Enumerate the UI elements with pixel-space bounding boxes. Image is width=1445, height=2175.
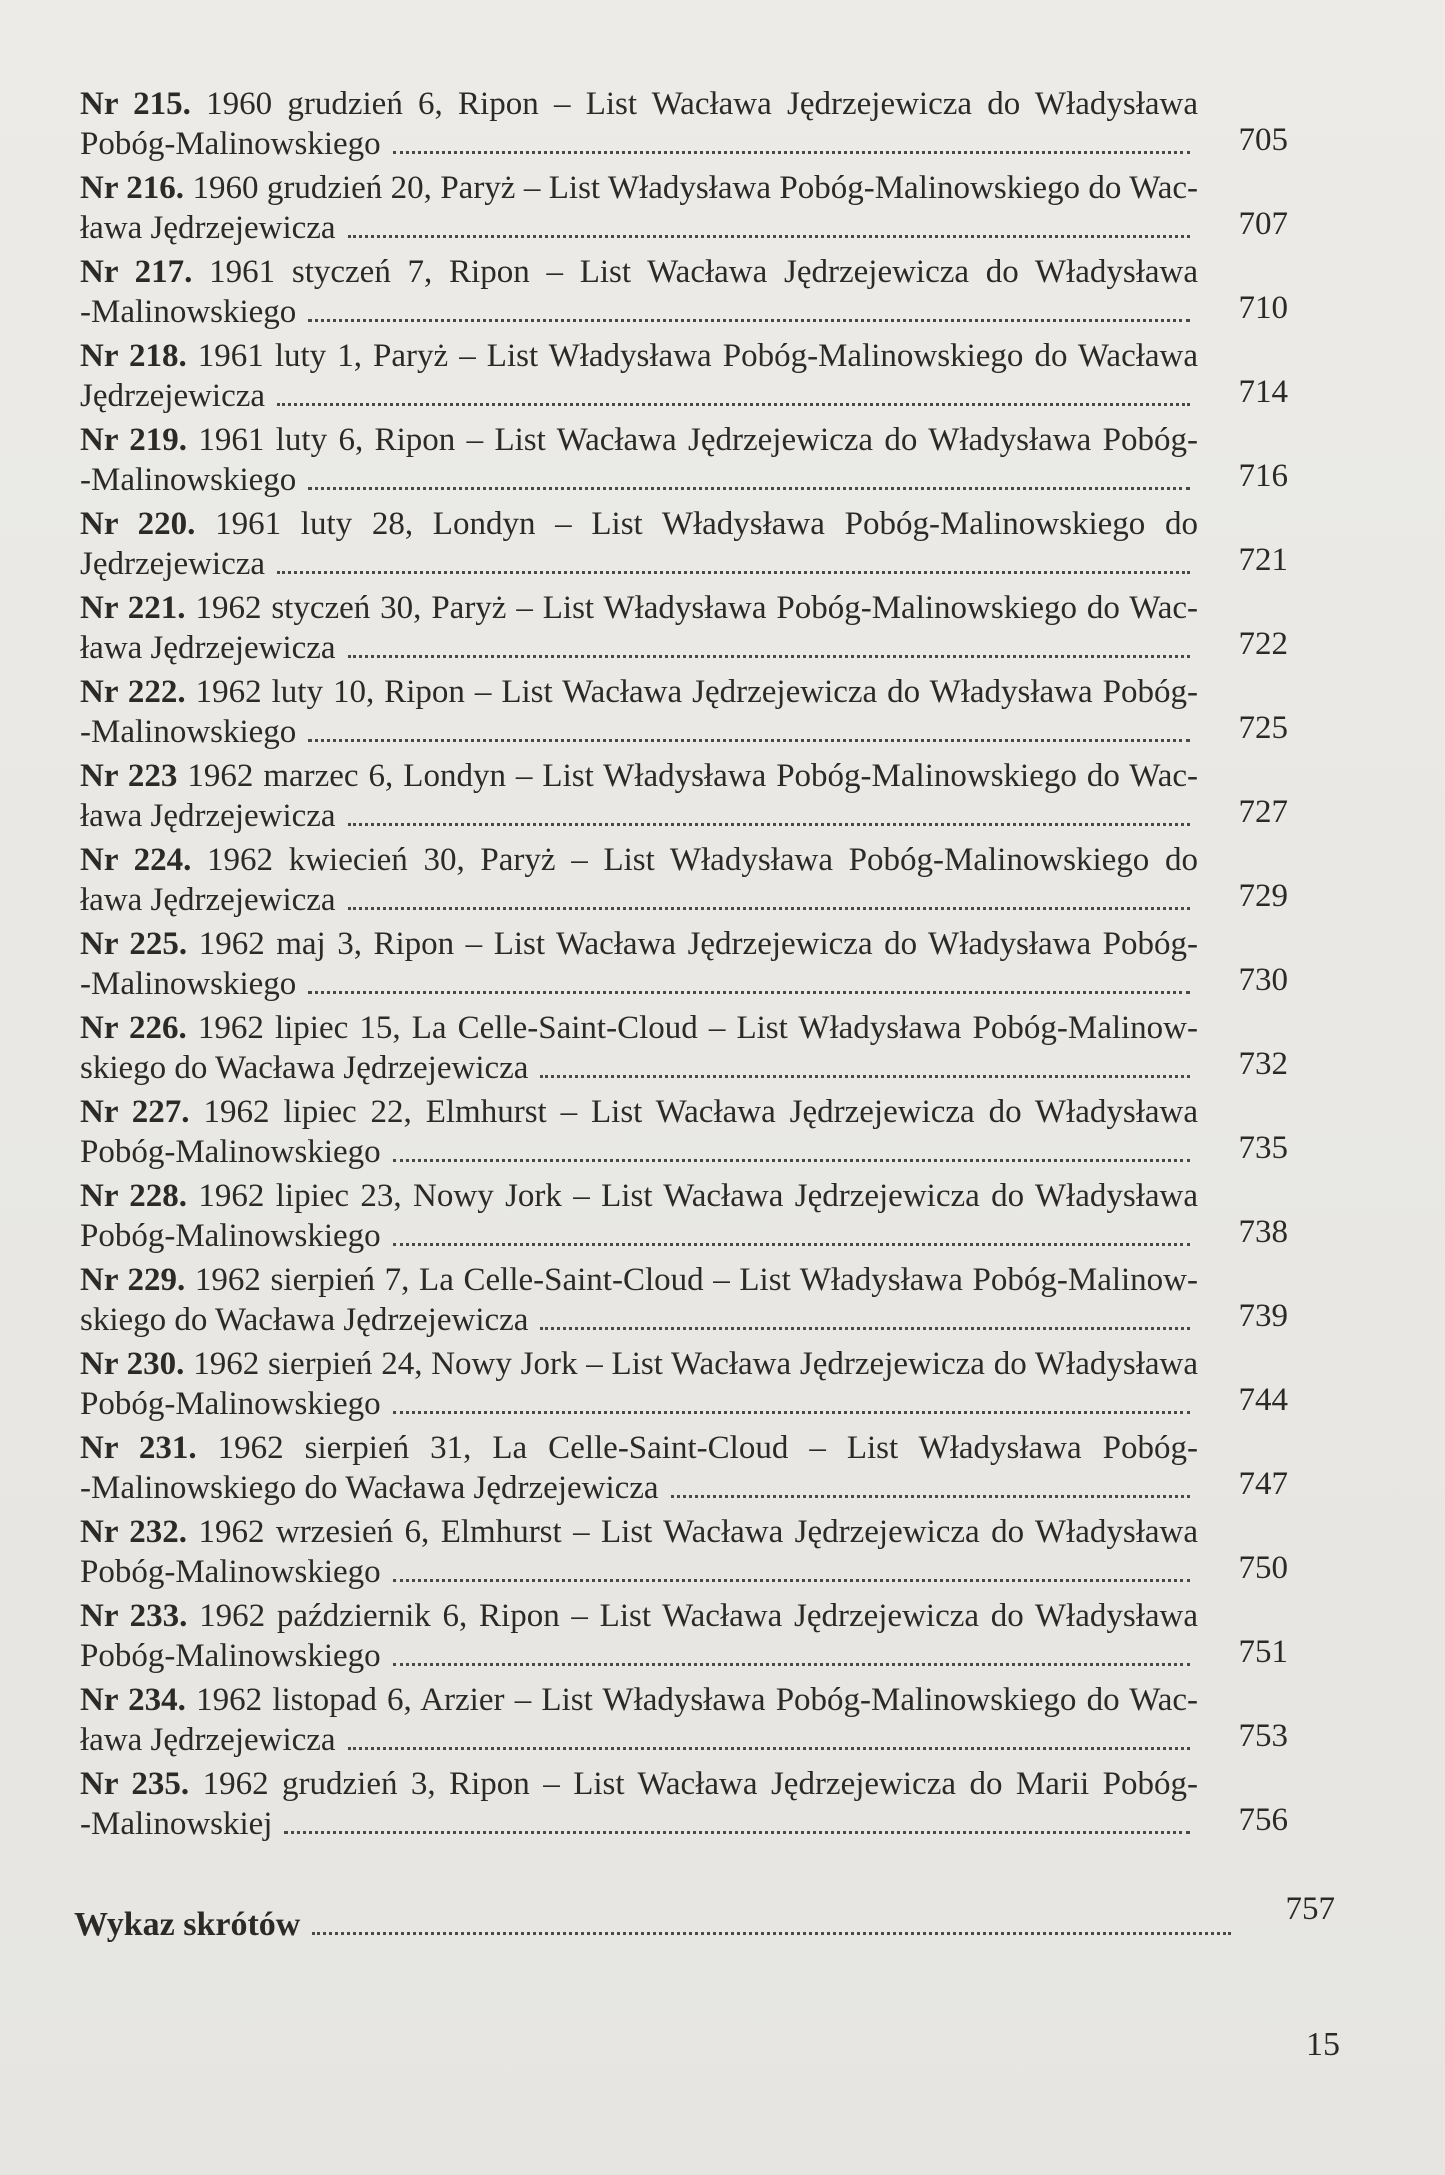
dot-leader: [540, 1075, 1190, 1078]
dot-leader: [277, 403, 1190, 406]
toc-entry: [80, 1680, 1288, 1760]
toc-entry: [80, 588, 1288, 668]
toc-entry: [80, 1344, 1288, 1424]
dot-leader: [540, 1327, 1190, 1330]
dot-leader: [284, 1831, 1190, 1834]
toc-entry: [80, 420, 1288, 500]
entry-title-line2: ława Jędrzejewicza: [80, 882, 336, 918]
entry-number: Nr 229.: [80, 1262, 186, 1298]
dot-leader: [393, 1579, 1190, 1582]
entry-title-line2: Pobóg-Malinowskiego: [80, 1638, 381, 1674]
dot-leader: [671, 1495, 1190, 1498]
entry-title-line1: 1962 luty 10, Ripon – List Wacława Jędrzejewicza do Władysława Pobóg-: [195, 674, 1198, 710]
toc-entry: [80, 1092, 1288, 1172]
entry-title-line1: 1962 październik 6, Ripon – List Wacława Jędrzejewicza do Władysława: [199, 1598, 1198, 1634]
toc-entry: [80, 84, 1288, 164]
dot-leader: [348, 655, 1190, 658]
entry-title-line1: 1962 listopad 6, Arzier – List Władysława Pobóg-Malinowskiego do Wac-: [196, 1682, 1198, 1718]
entry-title-line2: Pobóg-Malinowskiego: [80, 126, 381, 162]
page-number: 735: [1238, 1130, 1288, 1166]
page-number: 756: [1238, 1802, 1288, 1838]
page-number: 716: [1238, 458, 1288, 494]
dot-leader: [393, 1243, 1190, 1246]
entry-title-line2: ława Jędrzejewicza: [80, 210, 336, 246]
toc-entry: [80, 1764, 1288, 1844]
page-number: 730: [1238, 962, 1288, 998]
toc-entry: [80, 756, 1288, 836]
entry-title-line2: ława Jędrzejewicza: [80, 630, 336, 666]
entry-title-line2: ława Jędrzejewicza: [80, 1722, 336, 1758]
toc-entry: [80, 672, 1288, 752]
toc-entry: [80, 840, 1288, 920]
entry-number: Nr 223: [80, 758, 178, 794]
entry-title-line2: -Malinowskiego: [80, 462, 297, 498]
entry-number: Nr 226.: [80, 1010, 187, 1046]
toc-entry: [80, 1428, 1288, 1508]
entry-title-line2: -Malinowskiego: [80, 294, 297, 330]
entry-title-line2: Pobóg-Malinowskiego: [80, 1386, 381, 1422]
dot-leader: [348, 1747, 1190, 1750]
entry-title-line1: 1962 kwiecień 30, Paryż – List Władysława Pobóg-Malinowskiego do: [207, 842, 1198, 878]
entry-number: Nr 224.: [80, 842, 192, 878]
page-number: 729: [1238, 878, 1288, 914]
dot-leader: [312, 1932, 1231, 1935]
dot-leader: [308, 991, 1190, 994]
entry-title-line1: 1960 grudzień 20, Paryż – List Władysława Pobóg-Malinowskiego do Wac-: [192, 170, 1198, 206]
dot-leader: [277, 571, 1190, 574]
entry-title-line1: 1962 styczeń 30, Paryż – List Władysława Pobóg-Malinowskiego do Wac-: [195, 590, 1198, 626]
toc-entry: [80, 504, 1288, 584]
page-number: 722: [1238, 626, 1288, 662]
entry-number: Nr 228.: [80, 1178, 188, 1214]
entry-title-line1: 1962 sierpień 24, Nowy Jork – List Wacława Jędrzejewicza do Władysława: [193, 1346, 1198, 1382]
folio-number: 15: [1306, 2026, 1340, 2063]
dot-leader: [393, 1411, 1190, 1414]
entry-title-line1: 1962 sierpień 31, La Celle-Saint-Cloud – List Władysława Pobóg-: [217, 1430, 1198, 1466]
page-number: 757: [1285, 1891, 1335, 1927]
entry-number: Nr 231.: [80, 1430, 197, 1466]
entry-title-line1: 1962 lipiec 15, La Celle-Saint-Cloud – List Władysława Pobóg-Malinow-: [197, 1010, 1198, 1046]
toc-entry: [80, 1260, 1288, 1340]
toc-entry: [80, 252, 1288, 332]
entry-title-line1: 1960 grudzień 6, Ripon – List Wacława Jędrzejewicza do Władysława: [206, 86, 1198, 122]
entry-title-line2: Pobóg-Malinowskiego: [80, 1134, 381, 1170]
toc-entry-abbreviations: [74, 1891, 1335, 1945]
entry-number: Nr 230.: [80, 1346, 185, 1382]
entry-number: Nr 216.: [80, 170, 185, 206]
entry-number: Nr 222.: [80, 674, 186, 710]
entry-number: Nr 221.: [80, 590, 186, 626]
entry-number: Nr 235.: [80, 1766, 190, 1802]
entry-title: Wykaz skrótów: [74, 1906, 301, 1943]
entry-number: Nr 219.: [80, 422, 187, 458]
page-number: 747: [1238, 1466, 1288, 1502]
entry-title-line1: 1962 lipiec 22, Elmhurst – List Wacława Jędrzejewicza do Władysława: [203, 1094, 1198, 1130]
entry-title-line2: skiego do Wacława Jędrzejewicza: [80, 1302, 529, 1338]
entry-title-line2: Pobóg-Malinowskiego: [80, 1554, 381, 1590]
entry-number: Nr 215.: [80, 86, 191, 122]
page-number: 739: [1238, 1298, 1288, 1334]
toc-entry: [80, 1008, 1288, 1088]
entry-number: Nr 233.: [80, 1598, 188, 1634]
dot-leader: [393, 151, 1190, 154]
page-number: 738: [1238, 1214, 1288, 1250]
page-number: 705: [1238, 122, 1288, 158]
entry-title-line2: -Malinowskiego: [80, 966, 297, 1002]
entry-number: Nr 225.: [80, 926, 188, 962]
entry-number: Nr 220.: [80, 506, 196, 542]
dot-leader: [348, 823, 1190, 826]
entry-title-line1: 1961 luty 1, Paryż – List Władysława Pobóg-Malinowskiego do Wacława: [197, 338, 1198, 374]
entry-title-line2: Pobóg-Malinowskiego: [80, 1218, 381, 1254]
page-number: 710: [1238, 290, 1288, 326]
entry-title-line1: 1961 luty 6, Ripon – List Wacława Jędrzejewicza do Władysława Pobóg-: [198, 422, 1198, 458]
toc-entry: [80, 1176, 1288, 1256]
dot-leader: [348, 907, 1190, 910]
dot-leader: [308, 319, 1190, 322]
page-number: 751: [1238, 1634, 1288, 1670]
entry-number: Nr 234.: [80, 1682, 186, 1718]
entry-title-line1: 1962 wrzesień 6, Elmhurst – List Wacława Jędrzejewicza do Władysława: [198, 1514, 1198, 1550]
entry-title-line1: 1962 lipiec 23, Nowy Jork – List Wacława Jędrzejewicza do Władysława: [198, 1178, 1198, 1214]
entry-title-line2: -Malinowskiego: [80, 714, 297, 750]
page-number: 750: [1238, 1550, 1288, 1586]
page-number: 725: [1238, 710, 1288, 746]
page-number: 732: [1238, 1046, 1288, 1082]
entry-title-line2: -Malinowskiej: [80, 1806, 273, 1842]
entry-title-line1: 1961 styczeń 7, Ripon – List Wacława Jędrzejewicza do Władysława: [209, 254, 1198, 290]
dot-leader: [308, 739, 1190, 742]
entry-title-line2: Jędrzejewicza: [80, 546, 266, 582]
entry-number: Nr 227.: [80, 1094, 190, 1130]
page-number: 744: [1238, 1382, 1288, 1418]
dot-leader: [308, 487, 1190, 490]
page-number: 721: [1238, 542, 1288, 578]
dot-leader: [393, 1159, 1190, 1162]
entry-title-line1: 1962 sierpień 7, La Celle-Saint-Cloud – List Władysława Pobóg-Malinow-: [194, 1262, 1198, 1298]
entry-title-line2: skiego do Wacława Jędrzejewicza: [80, 1050, 529, 1086]
toc-entry: [80, 924, 1288, 1004]
page-number: 707: [1238, 206, 1288, 242]
entry-title-line2: ława Jędrzejewicza: [80, 798, 336, 834]
entry-title-line1: 1961 luty 28, Londyn – List Władysława Pobóg-Malinowskiego do: [215, 506, 1198, 542]
toc-entry: [80, 1512, 1288, 1592]
toc-entry: [80, 168, 1288, 248]
entry-number: Nr 232.: [80, 1514, 188, 1550]
page-number: 714: [1238, 374, 1288, 410]
toc-entry: [80, 1596, 1288, 1676]
entry-title-line1: 1962 marzec 6, Londyn – List Władysława Pobóg-Malinowskiego do Wac-: [187, 758, 1198, 794]
toc-entry: [80, 336, 1288, 416]
entry-title-line2: Jędrzejewicza: [80, 378, 266, 414]
dot-leader: [393, 1663, 1190, 1666]
entry-title-line1: 1962 maj 3, Ripon – List Wacława Jędrzejewicza do Władysława Pobóg-: [198, 926, 1198, 962]
page-number: 753: [1238, 1718, 1288, 1754]
entry-number: Nr 217.: [80, 254, 193, 290]
table-of-contents: [80, 84, 1345, 1848]
page-number: 727: [1238, 794, 1288, 830]
entry-title-line2: -Malinowskiego do Wacława Jędrzejewicza: [80, 1470, 659, 1506]
dot-leader: [348, 235, 1190, 238]
entry-number: Nr 218.: [80, 338, 187, 374]
entry-title-line1: 1962 grudzień 3, Ripon – List Wacława Jędrzejewicza do Marii Pobóg-: [202, 1766, 1198, 1802]
